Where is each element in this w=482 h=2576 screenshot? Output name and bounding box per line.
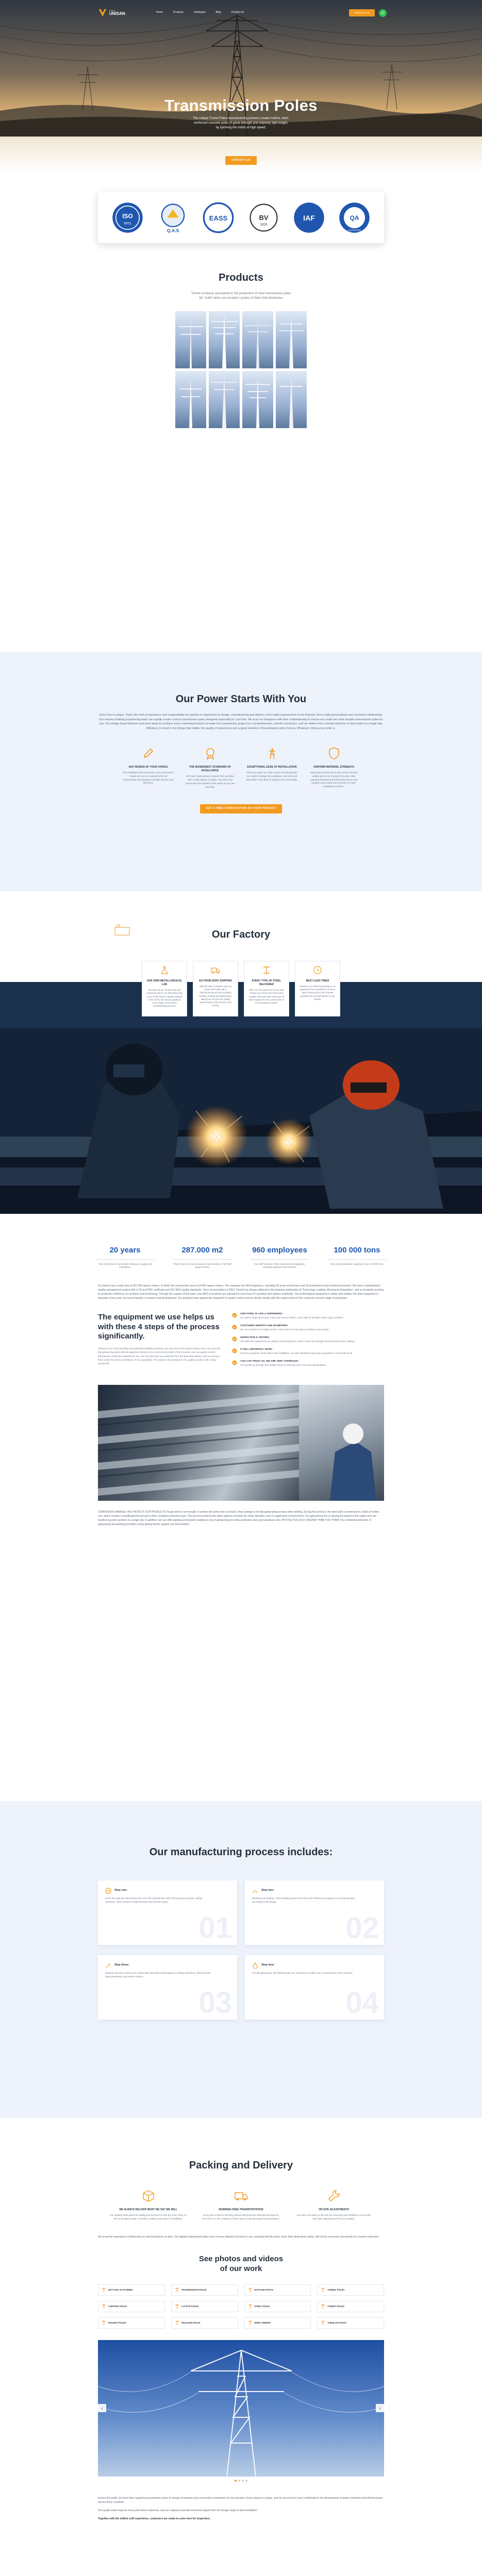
welders-illustration: [0, 982, 482, 1214]
gallery-tag-label: STEEL POLES: [254, 2304, 270, 2308]
header-actions: [349, 9, 387, 17]
nav-item-products[interactable]: Products: [173, 11, 184, 14]
product-pole-image: [276, 371, 307, 428]
product-photo[interactable]: [175, 371, 206, 428]
gallery-tag[interactable]: [244, 2284, 311, 2296]
product-photo[interactable]: [242, 371, 273, 428]
hero-title: Transmission Poles: [164, 96, 318, 114]
process-step-head: [105, 1888, 230, 1894]
process-step-head: [105, 1962, 230, 1969]
gallery-tag-label: LIGHTING POLES: [108, 2304, 127, 2308]
cert-bv-label: BV: [259, 213, 269, 222]
product-photo[interactable]: [175, 311, 206, 368]
feature-text: When you place an order a team of professionals are ready to design the installation, and safe and assembly is also done in detail to proceed reliably.: [246, 771, 298, 781]
hero-subtitle: [0, 116, 482, 130]
brand-name: [109, 10, 125, 16]
products-title: Products: [219, 272, 263, 283]
gallery-tag[interactable]: [317, 2284, 384, 2296]
factory-card: [295, 961, 340, 1016]
packing-section: [0, 2118, 482, 2576]
gallery-tag[interactable]: [317, 2317, 384, 2329]
gallery-title-line2: of our work: [220, 2264, 262, 2273]
power-intro: Every line is unique. That's the kind of experience and responsibility we practice to implement as design, manufacturing and delivery, from initial requirements to the finished, all in a fully personalized and consistent relationship. Our industry building engineering team can rapidly create custom transmission poles designed especially for your line. We trust our designers with their craftsmanship to ensure we create the most durable transmission poles for you. Our design brand features and work ideas to combine some customized factors to make the transmission project to a comprehensive, smooth conclusion, and we deliver from a broad selection of steel poles in a single day. Efficiency is found in the things that matter, the quality of experience and a great selection of transmission pole choices, Whatever criteria your order is.: [99, 714, 383, 730]
gallery-carousel: [98, 2340, 384, 2477]
factory-card-text: With the help of modern tools we create each pole with a manufacturing process including welding, pickling and galvanizing, taking into account the quality requirements of the clients in the country.: [199, 985, 232, 1007]
strength-shield-icon: [327, 746, 341, 760]
carousel-next-arrow-icon[interactable]: ›: [376, 2404, 384, 2412]
delivery-box-icon: [141, 2189, 156, 2203]
power-section: [0, 652, 482, 891]
product-photo[interactable]: [209, 311, 240, 368]
nav-item-catalogue[interactable]: Catalogue: [193, 11, 206, 14]
gallery-tag[interactable]: [98, 2284, 165, 2296]
products-subtitle-line1: Tunnel company specialised in the production of steel transmission poles: [191, 292, 291, 295]
equipment-steps: [98, 1313, 384, 1372]
gallery-tag-label: LATTICE POLES: [181, 2304, 199, 2308]
process-step-text: Welding: the pole sections are welded with automatic submerged arc welding machines, which provide deep penetration and uniform seams.: [105, 1972, 211, 1978]
lab-flask-icon: [160, 965, 169, 975]
stats-row: [0, 1245, 482, 1269]
equipment-list: [232, 1313, 384, 1372]
gallery-tag[interactable]: [171, 2301, 238, 2312]
hero-subtitle-line1: The unique Tunnel Poles manufacturing process creates hollow, steel-: [193, 117, 289, 120]
pole-icon: [175, 2304, 179, 2309]
gallery-tag-label: BOTTLED SCATTERED: [108, 2288, 133, 2291]
process-title: Our manufacturing process includes:: [149, 1846, 333, 1858]
feature-text: Steel poles provide about 30% of the concrete weight and do not transport the pole, while retaining structural and solid performance and handles every stone and concrete in a well-established uniform.: [310, 771, 358, 788]
stat-item: [95, 1245, 155, 1269]
process-step-number: 01: [198, 1911, 232, 1945]
steel-beam-icon: [262, 965, 271, 975]
stat-item: [327, 1245, 387, 1269]
packing-item-text: Our team can assist on site with the assembly and installation of the poles and make adjustments if they are needed.: [296, 2213, 371, 2220]
wrench-icon: [327, 2189, 341, 2203]
hero-subtitle-line3: by spinning the molds at high speed.: [215, 126, 267, 129]
feature-text: We have implemented a system that our poles offer a high degree of safety. The joints and connections are applied to the needs of your line and load.: [185, 775, 235, 788]
process-step-card: [245, 1955, 384, 2020]
carousel-prev-arrow-icon[interactable]: ‹: [98, 2404, 106, 2412]
packing-title: Packing and Delivery: [189, 2160, 293, 2171]
gallery-tag-label: BOTTLED RACKS: [254, 2288, 274, 2291]
equipment-step-title: OUR STEEL IS LIKE A SUPERHERO: [240, 1312, 282, 1315]
gallery-tag-label: TUBULAR POLES: [327, 2321, 346, 2324]
gallery-tag-label: TELECOM POLES: [181, 2321, 201, 2324]
cert-bv-sub: 1828: [260, 223, 268, 227]
factory-card-text: We have all our components and material tested in our laboratory that is one of the best for quality analysis in the world. We ensure quality at every stage, in the whole manufacturing process.: [146, 989, 182, 1008]
whatsapp-icon[interactable]: ✆: [379, 9, 387, 17]
products-section: [0, 173, 482, 652]
check-icon: [232, 1336, 237, 1342]
process-step-card: [98, 1880, 237, 1945]
equipment-step-title: YOU CAN TRUST US, WE ARE VERY THOROUGH: [240, 1360, 298, 1363]
pole-icon: [248, 2287, 253, 2292]
stats-section: [0, 1214, 482, 1801]
product-pole-image: [276, 311, 307, 368]
cert-qa-label: QA: [350, 214, 359, 222]
pole-icon: [102, 2320, 106, 2325]
factory-card-title: EVERY TYPE OF STEEL DELIVERED: [252, 979, 281, 986]
process-step-card: [245, 1880, 384, 1945]
cert-qas-label: Q.A.S: [167, 228, 179, 233]
process-step-title: Step four:: [261, 1963, 275, 1967]
pole-icon: [175, 2320, 179, 2325]
factory-decor-icon: [114, 924, 130, 936]
stat-item: [173, 1245, 232, 1269]
pole-icon: [321, 2287, 325, 2292]
stat-text: That is how much we produce in steel surface of 287000 square meters.: [173, 1262, 231, 1269]
free-consultation-button[interactable]: GET A FREE CONSULTATION ON YOUR PROJECT: [200, 804, 282, 813]
product-pole-image: [209, 371, 240, 428]
header-contact-button[interactable]: CONTACT US: [349, 9, 375, 16]
product-pole-image: [242, 311, 273, 368]
power-title-part1: Our Power Starts: [175, 693, 260, 705]
transport-truck-icon: [234, 2189, 248, 2203]
carousel-dot[interactable]: [242, 2480, 244, 2482]
stat-divider: [327, 1259, 387, 1260]
brand-logo-icon: [98, 8, 107, 18]
feature-item: [185, 746, 236, 789]
factory-card: [193, 961, 238, 1016]
galvanizing-drop-icon: [252, 1962, 258, 1969]
brand-logo[interactable]: [98, 8, 125, 18]
cutting-icon: [105, 1888, 111, 1894]
feature-item: [308, 746, 360, 789]
cert-iso-sub: 9001: [124, 222, 132, 225]
gallery-tag-label: STREET POLES: [327, 2304, 344, 2308]
product-pole-image: [209, 311, 240, 368]
factory-pipes-photos: [98, 1385, 384, 1501]
hero-section: [0, 0, 482, 173]
carousel-dots: [0, 2480, 482, 2482]
process-step-card: [98, 1955, 237, 2020]
factory-welder-photo: [0, 982, 482, 1214]
gallery-title: [0, 2255, 482, 2274]
feature-title: THE MODERNEST STANDARD OF EXCELLENCE: [189, 765, 231, 772]
packing-long-text: We know the importance of delivering our steel structures on time. Our logistics department takes care of every shipment by land or sea, ensuring that the poles reach their destination safely, with all the necessary documents for customs clearance.: [98, 2235, 380, 2239]
cert-iaf-label: IAF: [303, 213, 315, 222]
pole-icon: [321, 2320, 325, 2325]
stat-value: 100 000 tons: [334, 1246, 380, 1255]
equipment-step: [232, 1325, 384, 1331]
pole-icon: [248, 2320, 253, 2325]
process-step-title: Step two:: [261, 1889, 274, 1892]
equipment-step-text: All our poles go through strict quality checks so that they meet your exact specifications.: [240, 1364, 327, 1367]
feature-title: UNIFORM MATERIAL STRENGTH: [313, 765, 354, 769]
equipment-step: [232, 1360, 384, 1367]
carousel-dot[interactable]: [235, 2480, 237, 2482]
equipment-step-text: Our steel is tough and strong, it does not crack or deform, and it lasts for decades under tough conditions.: [240, 1316, 344, 1319]
process-step-text: Bending and shaping: CNC bending presses form the steel sheets into polygonal or conical sections according to the design.: [252, 1897, 355, 1903]
stat-value: 20 years: [109, 1246, 141, 1255]
check-icon: [232, 1360, 237, 1365]
packing-items: [0, 2189, 482, 2221]
process-step-title: Step one:: [114, 1889, 128, 1892]
equipment-title: The equipment we use helps us with these 4 steps of the process significantly.: [98, 1312, 220, 1341]
feature-item: [123, 746, 174, 789]
packing-item-text: Every pole section is securely packed with protective materials and fixed on the truck or in the container so that it does not get damaged during transport.: [202, 2213, 280, 2220]
process-grid: [98, 1880, 384, 2020]
packing-item-text: Our logistics team plans the loading and transport so that the poles arrive on site on the agreed date, in perfect condition and ready for installation.: [110, 2213, 187, 2220]
nav-item-contact[interactable]: Contact Us: [231, 11, 244, 14]
hero-contact-button[interactable]: CONTACT US: [225, 156, 256, 165]
packing-item: [295, 2189, 373, 2221]
gallery-tag[interactable]: [317, 2301, 384, 2312]
brand-name-line1: Poles: [109, 9, 115, 12]
process-step-number: 02: [345, 1911, 379, 1945]
equipment-step-title: CUSTOMIZE HEIGHTS AND DIAMETERS: [240, 1324, 288, 1327]
factory-card: [142, 961, 187, 1016]
stat-item: [250, 1245, 309, 1269]
product-pole-image: [175, 311, 206, 368]
process-step-number: 04: [345, 1986, 379, 2020]
gallery-title-line1: See photos and videos: [198, 2255, 284, 2264]
stat-divider: [95, 1259, 155, 1260]
cert-iso-label: ISO: [122, 212, 134, 220]
gallery-after-text-2: Our quality team inspects every pole before shipment, and our engineers provide technical support from the design stage to final installation.: [98, 2509, 258, 2512]
bending-icon: [252, 1888, 258, 1894]
product-photo[interactable]: [209, 371, 240, 428]
stat-value: 287.000 m2: [181, 1246, 223, 1255]
product-photo[interactable]: [276, 311, 307, 368]
factory-section: [0, 891, 482, 1214]
steel-pipes-photo: [98, 1385, 299, 1501]
cert-qa-sub: CERTIFIED: [347, 229, 361, 232]
gallery-tag[interactable]: [244, 2301, 311, 2312]
process-step-head: [252, 1962, 377, 1969]
gallery-tags: [98, 2284, 384, 2329]
stat-text: Our yearly production capacity is over 100 000 tons.: [330, 1262, 384, 1265]
process-step-text: Hot-dip galvanizing: the finished poles are immersed in molten zinc to protect them from corrosion.: [252, 1972, 353, 1974]
factory-long-text: Our factory has a total area of 287.000 square meters, of which the construction area is 64.000 square meters. The company has 960 employees, including 95 senior technicians and 18 professional and technical personnel. We have a standardized quality management system with a CE and PED certificate and ISO 9001 quality standards. Since its foundation in 2003, Tunnel has always adhered to the business philosophy of 'Technology Leading, Winning by Reputation', and is constantly pushing its production efficiency, for products and technology. Through the support of the team, over 80% of products are exported to more than 50 countries and regions worldwide. Our technological equipment is stable and reliable, the main equipment is imported. Every year, we invest heavily in research and development. Our products have passed the inspection of quality control and we strictly comply with the requirements of the customers at each stage of production.: [98, 1284, 384, 1300]
equipment-step-text: We can customize the height and the cross-section of every pole according to your project.: [240, 1328, 329, 1331]
factory-title: Our Factory: [211, 929, 271, 940]
process-section: [0, 1801, 482, 2118]
gallery-tag[interactable]: [171, 2284, 238, 2296]
cert-eass-label: EASS: [209, 214, 228, 222]
gallery-after-text: Across the world, we have been supplying transmission poles to energy companies and construction contractors for two decades. Every project is unique, and we are proud to have contributed to the development of power networks and infrastructures across many countries.: [98, 2496, 383, 2504]
process-step-head: [252, 1888, 377, 1894]
power-cta-wrap: [0, 804, 482, 813]
product-photo[interactable]: [276, 371, 307, 428]
power-title-part2: With You: [262, 693, 307, 705]
gallery-tag-label: RAILWAY POLES: [108, 2321, 126, 2324]
feature-text: The installation and connection of the steel pole is simple and can be customized for all environments and awaiting a flexible function and efficiency.: [122, 771, 174, 785]
product-pole-image: [175, 371, 206, 428]
equipment-text: Thanks to our CNC bending and automatic welding machines, we save time and reduce human error. Our own hot-dip galvanizing plant with its equipment allows us to control every detail of the process, and our quality control laboratories certify the material we use. We use top-level raw materials from the best steel plants, and we process them under the strict surveillance of our specialists. The result is the production of a quality product with a long service life.: [98, 1347, 221, 1365]
stat-divider: [173, 1259, 232, 1260]
hero-subtitle-line2: reinforced concrete poles of great strength and relatively light weight,: [193, 122, 289, 125]
clock-icon: [313, 965, 322, 975]
equipment-step-text: From the production of the poles to the installation, our team will follow every step to guarantee a successful result.: [240, 1352, 353, 1355]
products-grid: [0, 311, 482, 428]
feature-title: EXCEPTIONAL EASE OF INSTALLATION: [247, 765, 297, 769]
packing-item: [203, 2189, 280, 2221]
packing-item-title: ON SITE ADJUSTMENTS: [319, 2208, 349, 2211]
check-icon: [232, 1313, 237, 1318]
check-icon: [232, 1325, 237, 1330]
pole-icon: [321, 2304, 325, 2309]
gallery-tag-label: TUNNEL POLES: [327, 2288, 345, 2291]
feature-item: [246, 746, 298, 789]
pole-icon: [102, 2287, 106, 2292]
factory-card-title: OUR OWN METALLURGICAL LAB: [146, 979, 182, 986]
installation-tower-icon: [265, 746, 279, 760]
power-title: [0, 692, 482, 707]
equipment-step-title: INSPECTION & TESTING: [240, 1336, 270, 1340]
packing-item: [110, 2189, 187, 2221]
gallery-tag[interactable]: [98, 2317, 165, 2329]
gallery-tag[interactable]: [98, 2301, 165, 2312]
pole-icon: [175, 2287, 179, 2292]
factory-card-text: With our rich experience in the pole market, we choose the finest steel supplier and work with every type of steel required for the construction of the transmission poles.: [248, 989, 285, 1005]
process-step-number: 03: [198, 1986, 232, 2020]
welding-icon: [105, 1962, 111, 1969]
hero-button-wrap: [0, 156, 482, 165]
tower-photo-illustration: [98, 2340, 384, 2477]
equipment-step: [232, 1313, 384, 1319]
factory-card: [244, 961, 289, 1016]
brand-name-line2: UNISAN: [109, 11, 125, 16]
process-step-text: In the first step the steel sheets are cut to the required size with CNC plasma and laser cutting machines, which ensures a high precision and smooth edges.: [105, 1897, 202, 1903]
steel-pipes-illustration: [98, 1385, 299, 1501]
process-step-title: Step three:: [114, 1963, 129, 1967]
products-subtitle-line2: Mr. Gdhh Verhs our excellent system of Steel Grill distributes: [199, 297, 283, 300]
shipping-truck-icon: [211, 965, 220, 975]
equipment-step-title: IT WILL DEFINITELY WORK: [240, 1348, 273, 1351]
worker-illustration: [299, 1385, 384, 1501]
site-header: [0, 0, 482, 26]
stat-text: That is the time of successful continuous supply and installation.: [98, 1262, 152, 1269]
carousel-dot[interactable]: [238, 2480, 240, 2482]
product-photo[interactable]: [242, 311, 273, 368]
pole-icon: [102, 2304, 106, 2309]
corrosion-text: CORROSION DAMAGE: WE PROTECT OUR PRODUCTS Tough steel is not enough: to protect the poles from corrosion, they undergo a hot-dip galvanizing process after welding. During this process, the steel pole is immersed in a bath of molten zinc, which creates a metallurgical bond and a thick, resistant protective layer. This process protects the poles against corrosion for many decades, even in aggressive environments. Our galvanizing line is among the largest in the region and can handle long pole sections in a single dip. In addition, we can offer painting and powder coating on top of galvanizing for extra protection and a personalized color. PROTECTIVE DUO: DEEPER THAN YOU THINK The combined protection of galvanizing and painting provides a long-lasting barrier against rust and weather.: [98, 1510, 379, 1526]
packing-item-title: WE ALWAYS DELIVER WHAT WE SAY WE WILL: [119, 2208, 177, 2211]
equipment-intro: [98, 1313, 222, 1372]
pole-icon: [248, 2304, 253, 2309]
check-icon: [232, 1348, 237, 1353]
products-subtitle: [0, 292, 482, 301]
factory-card-title: BEST LEAD TIMES: [306, 979, 329, 982]
nav-item-home[interactable]: Home: [156, 11, 163, 14]
carousel-dot[interactable]: [245, 2480, 247, 2482]
factory-cards: [0, 961, 482, 1016]
factory-worker-photo: [299, 1385, 384, 1501]
gallery-tag[interactable]: [244, 2317, 311, 2329]
stat-value: 960 employees: [252, 1246, 307, 1255]
power-features: [0, 746, 482, 789]
packing-item-title: WORRIED-FREE TRANSPORTATION: [219, 2208, 263, 2211]
gallery-tag[interactable]: [171, 2317, 238, 2329]
product-pole-image: [242, 371, 273, 428]
gallery-after-bold: Together with the skilled craft experience, customers are ready to come here for inspection.: [98, 2517, 211, 2520]
equipment-step: [232, 1336, 384, 1343]
gallery-tag-label: TRANSMISSION POLES: [181, 2288, 207, 2291]
nav-item-blog[interactable]: Blog: [215, 11, 221, 14]
factory-card-title: GO FROM ZERO SHIPPING: [198, 979, 232, 982]
main-nav: [156, 11, 244, 14]
gallery-tag-label: WIND TOWERS: [254, 2321, 271, 2324]
equipment-step-text: The poles are inspected by our quality control department, which checks the strength and dimensions before delivery.: [240, 1340, 356, 1343]
factory-card-text: Thanks to an efficient production, we guarantee the manufacture of every type of steel pole in the shortest possible time and will deliver in any country.: [300, 985, 336, 1001]
feature-title: ANY DESIGN OF YOUR CHOICE: [128, 765, 168, 769]
equipment-step: [232, 1348, 384, 1355]
design-pencil-icon: [141, 746, 156, 760]
stat-divider: [250, 1259, 309, 1260]
stat-text: Our staff consists of 960 experienced employees, including engineers and workers.: [254, 1262, 305, 1269]
standard-medal-icon: [203, 746, 218, 760]
